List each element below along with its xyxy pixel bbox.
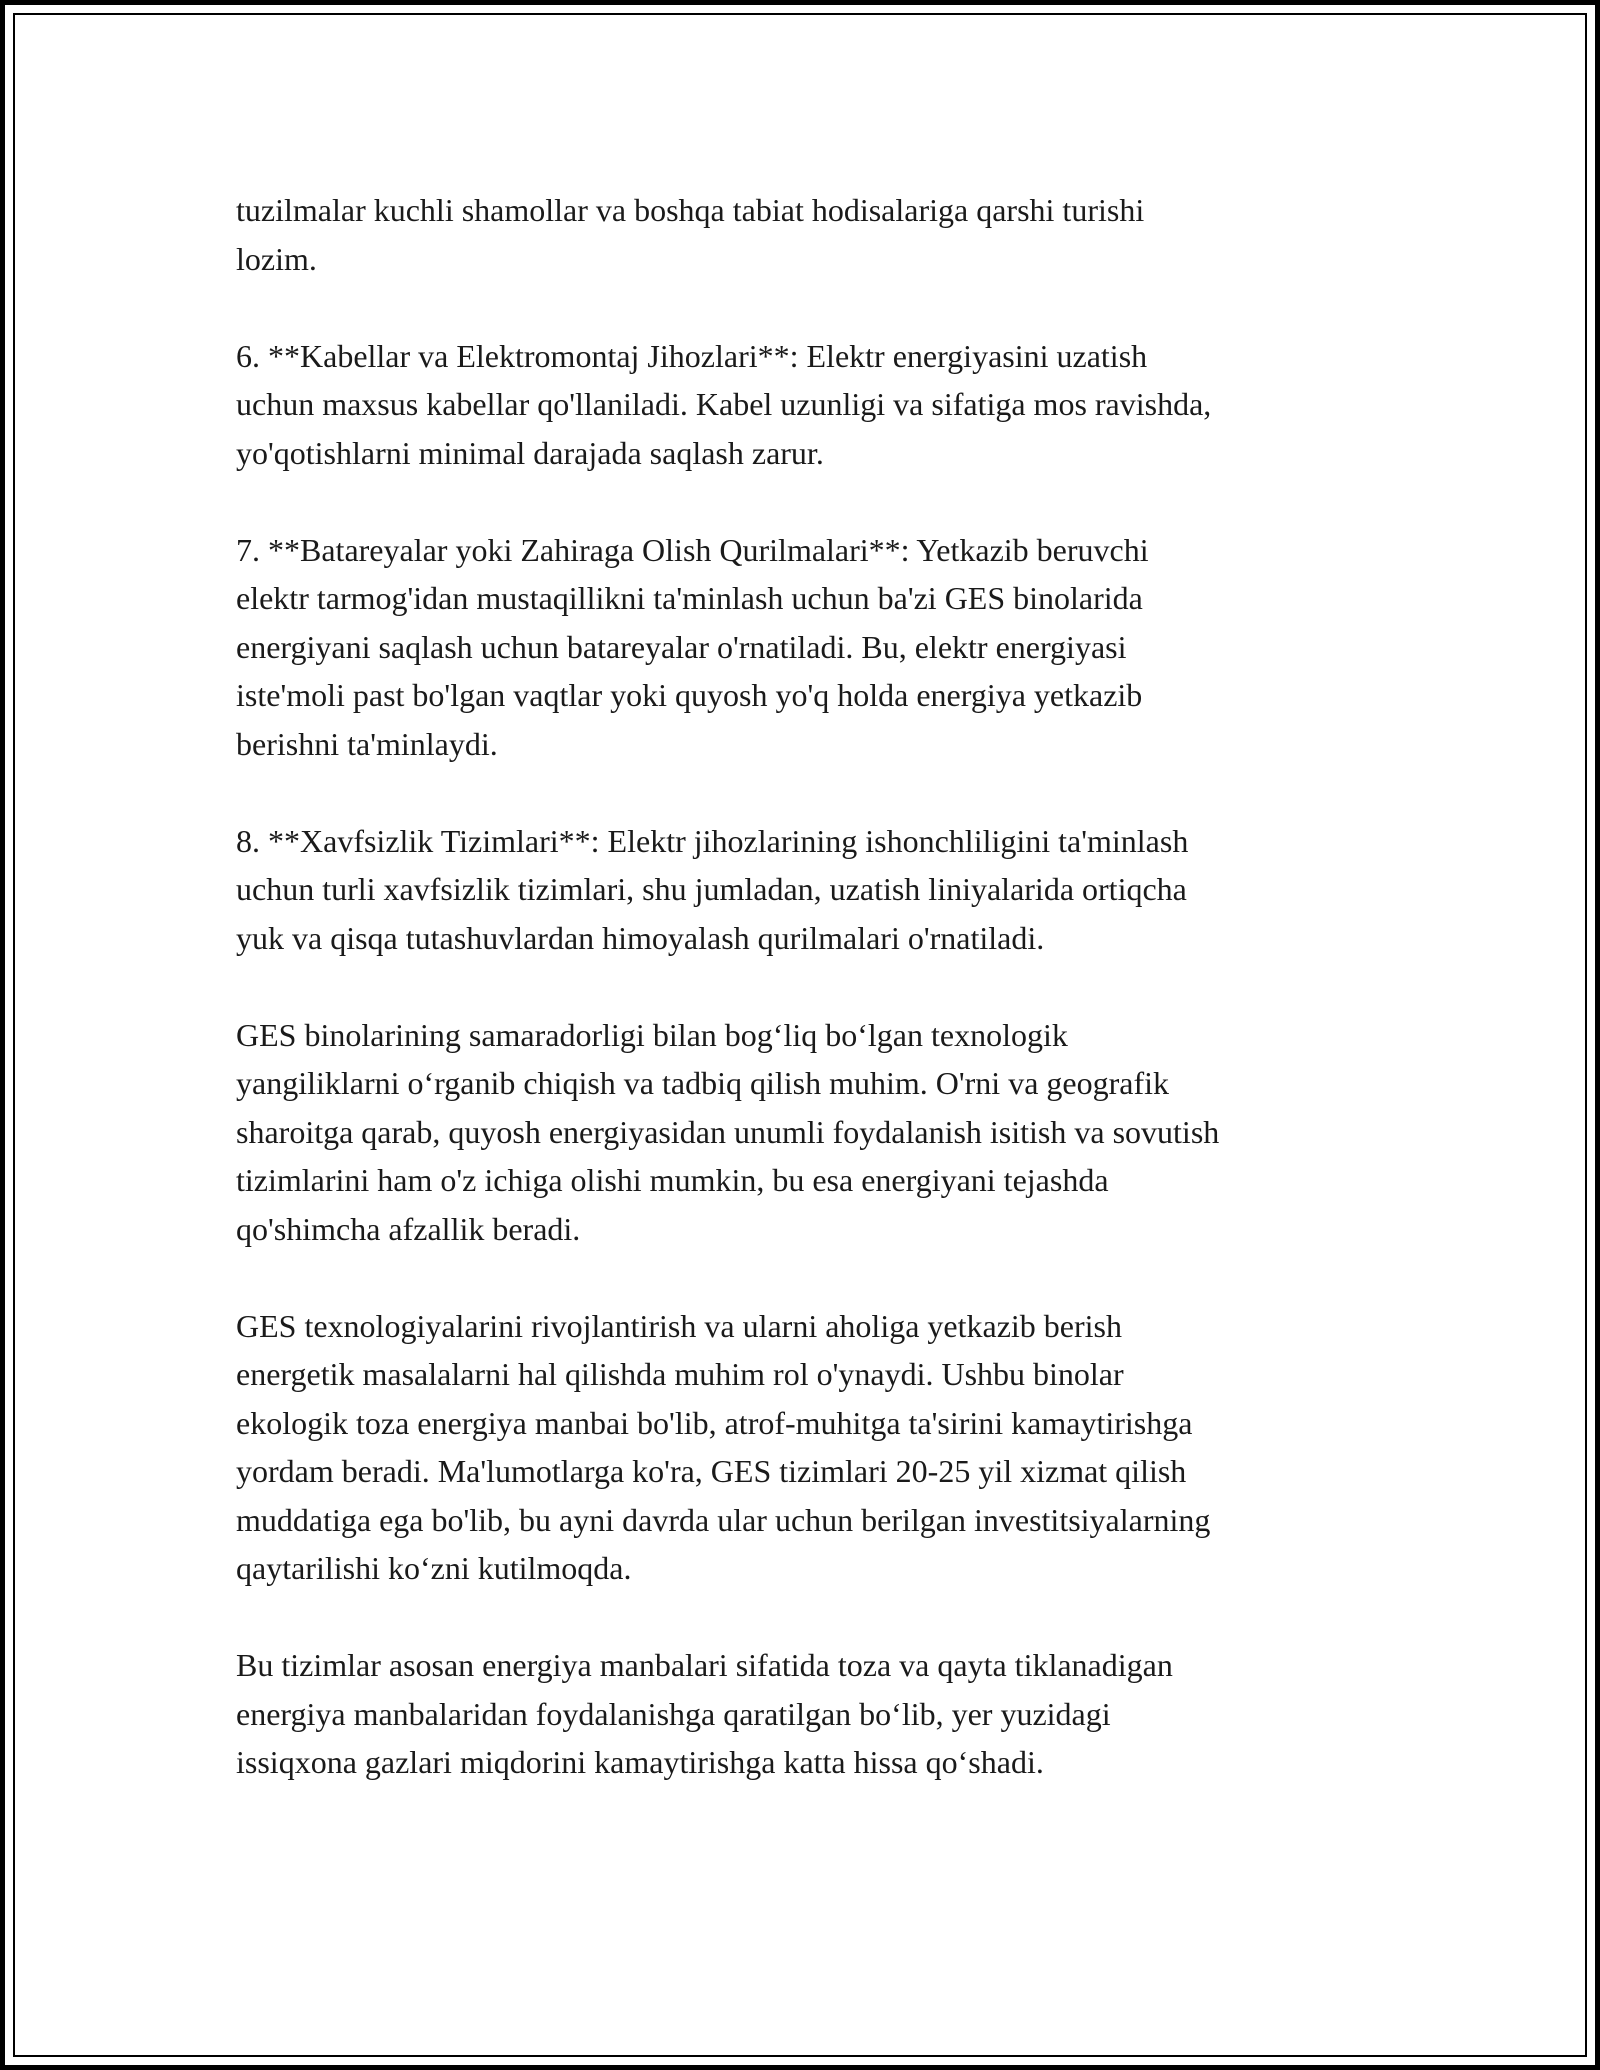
document-body bbox=[236, 186, 1376, 1787]
paragraph-innovations: GES binolarining samaradorligi bilan bog‘liq bo‘lgan texnologik yangiliklarni o‘rganib chiqish va tadbiq qilish muhim. O'rni va geografik sharoitga qarab, quyosh energiyasidan unumli foydalanish isitish va sovutish tizimlarini ham o'z ichiga olishi mumkin, bu esa energiyani tejashda qo'shimcha afzallik beradi. bbox=[236, 1016, 1220, 1247]
paragraph-safety-systems: 8. **Xavfsizlik Tizimlari**: Elektr jihozlarining ishonchliligini ta'minlash uchun turli xavfsizlik tizimlari, shu jumladan, uzatish liniyalarida ortiqcha yuk va qisqa tutashuvlardan himoyalash qurilmalari o'rnatiladi. bbox=[236, 822, 1189, 956]
paragraph-conclusion: Bu tizimlar asosan energiya manbalari sifatida toza va qayta tiklanadigan energiya manbalaridan foydalanishga qaratilgan bo‘lib, yer yuzidagi issiqxona gazlari miqdorini kamaytirishga katta hissa qo‘shadi. bbox=[236, 1647, 1173, 1780]
paragraph-batteries: 7. **Batareyalar yoki Zahiraga Olish Qurilmalari**: Yetkazib beruvchi elektr tarmog'idan mustaqillikni ta'minlash uchun ba'zi GES binolarida energiyani saqlash uchun batareyalar o'rnatiladi. Bu, elektr energiyasi iste'moli past bo'lgan vaqtlar yoki quyosh yo'q holda energiya yetkazib berishni ta'minlaydi. bbox=[236, 531, 1149, 762]
paragraph-development: GES texnologiyalarini rivojlantirish va ularni aholiga yetkazib berish energetik masalalarni hal qilishda muhim rol o'ynaydi. Ushbu binolar ekologik toza energiya manbai bo'lib, atrof-muhitga ta'sirini kamaytirishga yordam beradi. Ma'lumotlarga ko'ra, GES tizimlari 20-25 yil xizmat qilish muddatiga ega bo'lib, bu ayni davrda ular uchun berilgan investitsiyalarning qaytarilishi ko‘zni kutilmoqda. bbox=[236, 1307, 1211, 1586]
paragraph-cables: 6. **Kabellar va Elektromontaj Jihozlari**: Elektr energiyasini uzatish uchun maxsus kabellar qo'llaniladi. Kabel uzunligi va sifatiga mos ravishda, yo'qotishlarni minimal darajada saqlash zarur. bbox=[236, 337, 1212, 471]
paragraph-structures-continuation: tuzilmalar kuchli shamollar va boshqa tabiat hodisalariga qarshi turishi lozim. bbox=[236, 192, 1145, 277]
